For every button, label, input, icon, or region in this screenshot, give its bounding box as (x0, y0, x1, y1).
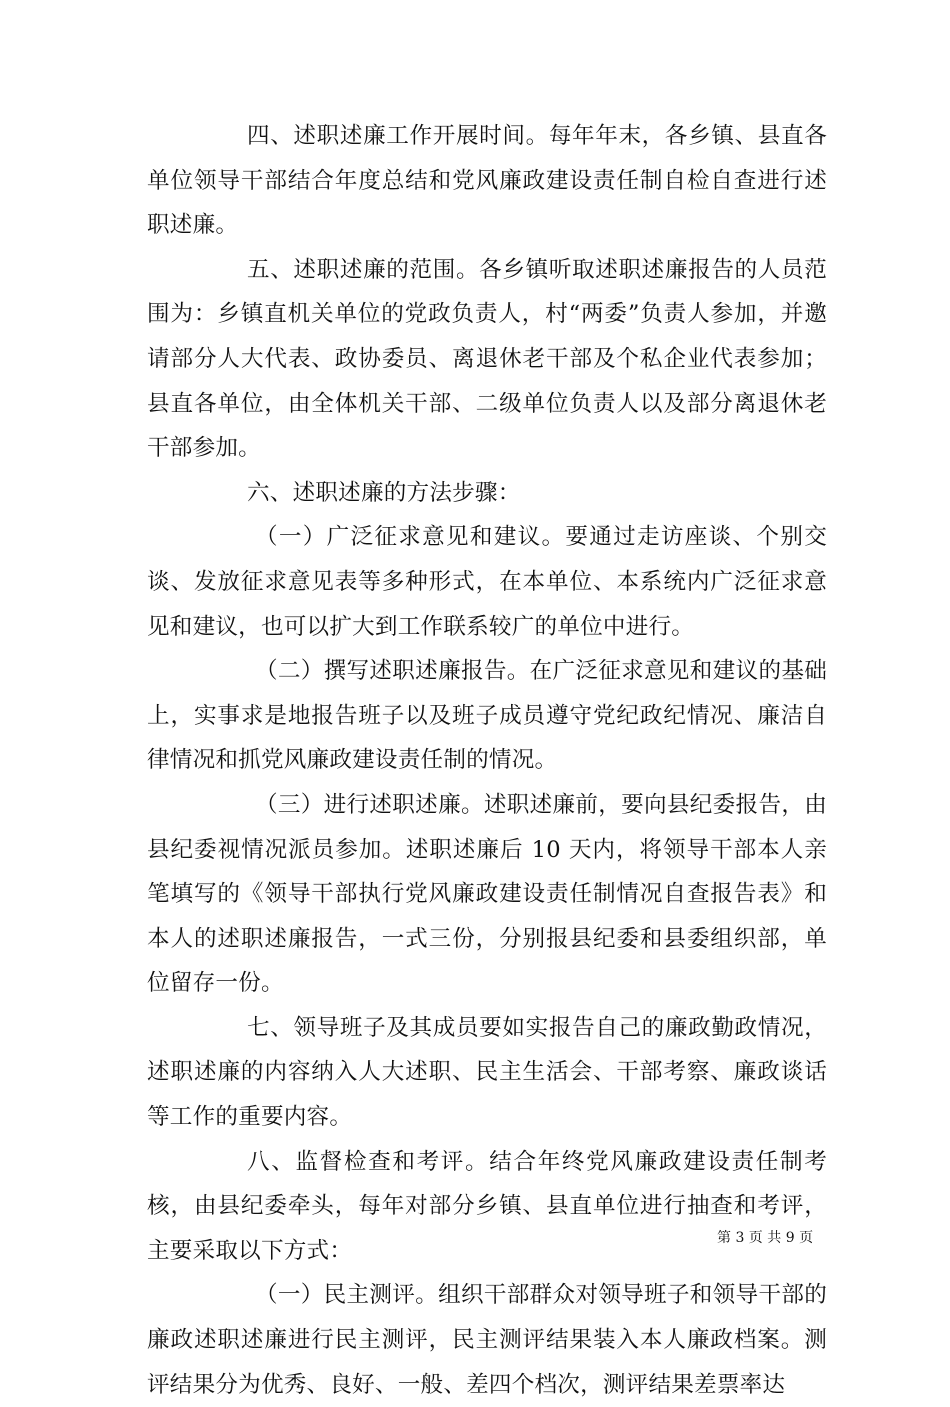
paragraph-five-report-scope: 五、述职述廉的范围。各乡镇听取述职述廉报告的人员范围为：乡镇直机关单位的党政负责人，村“两委”负责人参加，并邀请部分人大代表、政协委员、离退休老干部及个私企业代表参加；县直各单位，由全体机关干部、二级单位负责人以及部分离退休老干部参加。 (147, 256, 827, 462)
paragraph-step-one-solicit-opinions: （一）广泛征求意见和建议。要通过走访座谈、个别交谈、发放征求意见表等多种形式，在本单位、本系统内广泛征求意见和建议，也可以扩大到工作联系较广的单位中进行。 (147, 524, 827, 640)
paragraph-step-three-conduct-report: （三）进行述职述廉。述职述廉前，要向县纪委报告，由县纪委视情况派员参加。述职述廉后 10 天内，将领导干部本人亲笔填写的《领导干部执行党风廉政建设责任制情况自查报告表》和本人的述职述廉报告，一式三份，分别报县纪委和县委组织部，单位留存一份。 (147, 791, 827, 997)
paragraph-seven-honest-report: 七、领导班子及其成员要如实报告自己的廉政勤政情况，述职述廉的内容纳入人大述职、民主生活会、干部考察、廉政谈话等工作的重要内容。 (147, 1014, 827, 1131)
paragraph-four-report-time: 四、述职述廉工作开展时间。每年年末，各乡镇、县直各单位领导干部结合年度总结和党风廉政建设责任制自检自查进行述职述廉。 (147, 123, 827, 239)
paragraph-six-method-steps: 六、述职述廉的方法步骤： (247, 479, 521, 506)
page-number-footer: 第 3 页 共 9 页 (717, 1230, 814, 1246)
document-body (147, 114, 827, 1407)
paragraph-democratic-evaluation: （一）民主测评。组织干部群众对领导班子和领导干部的廉政述职述廉进行民主测评，民主测评结果装入本人廉政档案。测评结果分为优秀、良好、一般、差四个档次，测评结果差票率达 (147, 1282, 827, 1398)
paragraph-eight-supervision: 八、监督检查和考评。结合年终党风廉政建设责任制考核，由县纪委牵头，每年对部分乡镇、县直单位进行抽查和考评，主要采取以下方式： (147, 1148, 827, 1264)
paragraph-step-two-write-report: （二）撰写述职述廉报告。在广泛征求意见和建议的基础上，实事求是地报告班子以及班子成员遵守党纪政纪情况、廉洁自律情况和抓党风廉政建设责任制的情况。 (147, 658, 827, 774)
